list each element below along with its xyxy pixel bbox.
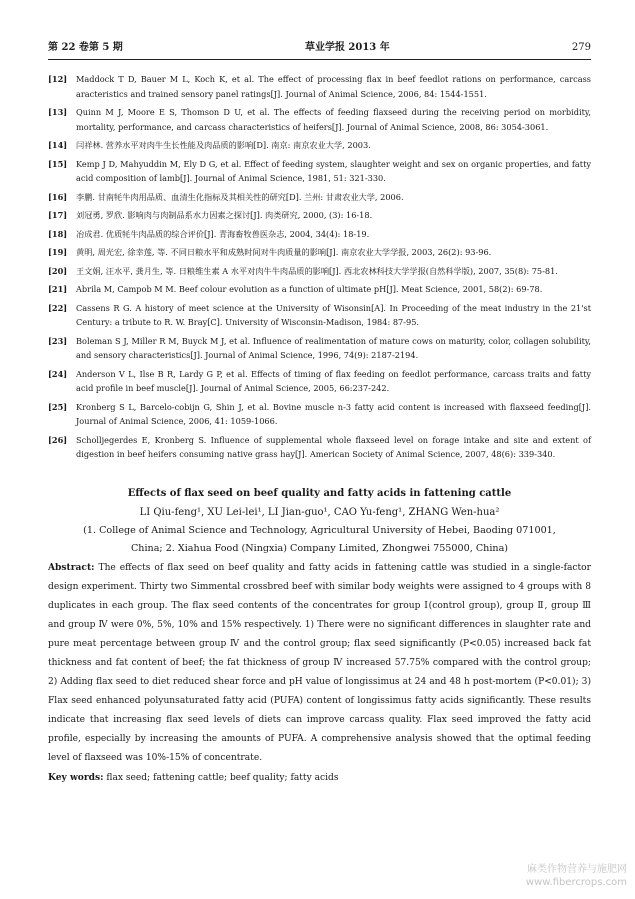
reference-list bbox=[48, 72, 591, 466]
reference-number: [17] bbox=[48, 210, 68, 220]
reference-text: 冶成君. 优质牦牛肉品质的综合评价[J]. 青海畜牧兽医杂志, 2004, 34(4): 18-19. bbox=[76, 228, 370, 239]
reference-number: [15] bbox=[48, 158, 68, 169]
affiliation-line-1: (1. College of Animal Science and Technology, Agricultural University of Hebei, Baoding 071001, bbox=[83, 525, 556, 536]
reference-item bbox=[48, 367, 591, 396]
reference-text: Quinn M J, Moore E S, Thomson D U, et al. The effects of feeding flaxseed during the receiving period on morbidity, mortality, performance, and carcass characteristics of heifers[J]. Journal of Animal Science, 2008, 86: 3054-3061. bbox=[76, 107, 591, 132]
reference-item bbox=[48, 190, 591, 205]
reference-number: [19] bbox=[48, 247, 68, 257]
journal-issue: 第 22 卷第 5 期 bbox=[48, 42, 123, 53]
reference-item bbox=[48, 301, 591, 330]
reference-number: [20] bbox=[48, 265, 68, 276]
reference-item bbox=[48, 282, 591, 297]
reference-text: Kronberg S L, Barcelo-cobijn G, Shin J, et al. Bovine muscle n-3 fatty acid content is increased with flaxseed feeding[J]. Journal of Animal Science, 2006, 41: 1059-1066. bbox=[76, 401, 591, 426]
reference-text: 刘冠勇, 罗欣. 影响肉与肉制品系水力因素之探讨[J]. 肉类研究, 2000, (3): 16-18. bbox=[76, 210, 373, 220]
reference-text: Boleman S J, Miller R M, Buyck M J, et al. Influence of realimentation of mature cows on maturity, color, collagen solubility, and sensory characteristics[J]. Journal of Animal Science, 1996, 74(9): 2187-2194. bbox=[76, 335, 591, 360]
page-number: 279 bbox=[571, 42, 591, 53]
watermark-url: www.fibercrops.com bbox=[525, 877, 627, 888]
reference-text: 闫祥林. 营养水平对肉牛生长性能及肉品质的影响[D]. 南京: 南京农业大学, 2003. bbox=[76, 140, 371, 150]
reference-text: Kemp J D, Mahyuddin M, Ely D G, et al. Effect of feeding system, slaughter weight and sex on organic properties, and fatty acid composition of lamb[J]. Journal of Animal Science, 1981, 51: 321-330. bbox=[76, 158, 591, 183]
reference-number: [12] bbox=[48, 74, 68, 84]
abstract bbox=[48, 558, 591, 768]
reference-number: [13] bbox=[48, 107, 68, 117]
journal-name: 草业学报 2013 年 bbox=[304, 42, 390, 53]
reference-number: [25] bbox=[48, 401, 68, 412]
reference-text: 王文娟, 汪水平, 龚月生, 等. 日粮维生素 A 水平对肉牛牛肉品质的影响[J]. 西北农林科技大学学报(自然科学版), 2007, 35(8): 75-81. bbox=[76, 265, 558, 276]
reference-number: [26] bbox=[48, 434, 68, 445]
abstract-label: Abstract: bbox=[48, 562, 95, 573]
reference-item bbox=[48, 157, 591, 186]
reference-text: 黄明, 周光宏, 徐幸莲, 等. 不同日粮水平和成熟时间对牛肉质量的影响[J]. 南京农业大学学报, 2003, 26(2): 93-96. bbox=[76, 247, 492, 257]
reference-text: 李鹏. 甘南牦牛肉用品质、血清生化指标及其相关性的研究[D]. 兰州: 甘肃农业大学, 2006. bbox=[76, 191, 404, 202]
reference-text: Scholljegerdes E, Kronberg S. Influence of supplemental whole flaxseed level on forage intake and site and extent of digestion in beef heifers consuming native grass hay[J]. American Society of Animal Science, 2007, 48(6): 339-340. bbox=[76, 434, 591, 459]
reference-number: [21] bbox=[48, 284, 68, 294]
keywords bbox=[48, 768, 591, 788]
reference-number: [18] bbox=[48, 228, 68, 239]
keywords-label: Key words: bbox=[48, 772, 104, 783]
watermark-site-name: 麻类作物营养与施肥网 bbox=[527, 864, 627, 875]
reference-item bbox=[48, 245, 591, 260]
english-authors: LI Qiu-feng¹, XU Lei-lei¹, LI Jian-guo¹, CAO Yu-feng¹, ZHANG Wen-hua² bbox=[139, 507, 500, 518]
reference-text: Anderson V L, Ilse B R, Lardy G P, et al. Effects of timing of flax feeding on feedlot performance, carcass traits and fatty acid profile in beef muscle[J]. Journal of Animal Science, 2005, 66:237-242. bbox=[76, 368, 591, 393]
reference-item bbox=[48, 208, 591, 223]
english-title: Effects of flax seed on beef quality and fatty acids in fattening cattle bbox=[127, 488, 512, 499]
abstract-text: The effects of flax seed on beef quality and fatty acids in fattening cattle was studied in a single-factor design experiment. Thirty two Simmental crossbred beef with similar body weights were assigned to 4 groups with 8 duplicates in each group. The flax seed contents of the concentrates for group Ⅰ(control group), group Ⅱ, group Ⅲ and group Ⅳ were 0%, 5%, 10% and 15% respectively. 1) There were no significant differences in slaughter rate and pure meat percentage between group Ⅳ and the control group; flax seed significantly (P<0.05) increased back fat thickness and fat content of beef; the fat thickness of group Ⅳ increased 57.75% compared with the control group; 2) Adding flax seed to diet reduced shear force and pH value of longissimus at 24 and 48 h post-mortem (P<0.01); 3) Flax seed enhanced polyunsaturated fatty acid (PUFA) content of longissimus fatty acids significantly. These results indicate that increasing flax seed levels of diets can improve carcass quality. Flax seed improved the fatty acid profile, especially by increasing the amounts of PUFA. A comprehensive analysis showed that the optimal feeding level of flaxseed was 10%-15% of concentrate. bbox=[48, 563, 591, 763]
watermark bbox=[526, 863, 627, 889]
english-abstract-section bbox=[48, 484, 591, 788]
reference-item bbox=[48, 227, 591, 242]
affiliation-line-2: China; 2. Xiahua Food (Ningxia) Company Limited, Zhongwei 755000, China) bbox=[130, 543, 509, 554]
running-header bbox=[48, 38, 591, 60]
reference-number: [16] bbox=[48, 191, 68, 202]
reference-text: Maddock T D, Bauer M L, Koch K, et al. The effect of processing flax in beef feedlot rations on performance, carcass aracteristics and trained sensory panel ratings[J]. Journal of Animal Science, 2006, 84: 1544-1551. bbox=[76, 74, 591, 99]
keywords-text: flax seed; fattening cattle; beef quality; fatty acids bbox=[106, 773, 339, 783]
reference-item bbox=[48, 105, 591, 134]
reference-item bbox=[48, 264, 591, 279]
reference-text: Cassens R G. A history of meet science at the University of Wisonsin[A]. In Proceeding of the meat industry in the 21'st Century: a tribute to R. W. Bray[C]. University of Wisconsin-Madison, 1984: 87-95. bbox=[76, 302, 591, 327]
reference-number: [23] bbox=[48, 335, 68, 346]
reference-item bbox=[48, 433, 591, 462]
reference-number: [24] bbox=[48, 368, 68, 379]
reference-text: Abrila M, Campob M M. Beef colour evolution as a function of ultimate pH[J]. Meat Science, 2001, 58(2): 69-78. bbox=[76, 284, 543, 294]
reference-number: [22] bbox=[48, 302, 68, 313]
reference-number: [14] bbox=[48, 140, 68, 150]
reference-item bbox=[48, 400, 591, 429]
reference-item bbox=[48, 138, 591, 153]
reference-item bbox=[48, 334, 591, 363]
reference-item bbox=[48, 72, 591, 101]
